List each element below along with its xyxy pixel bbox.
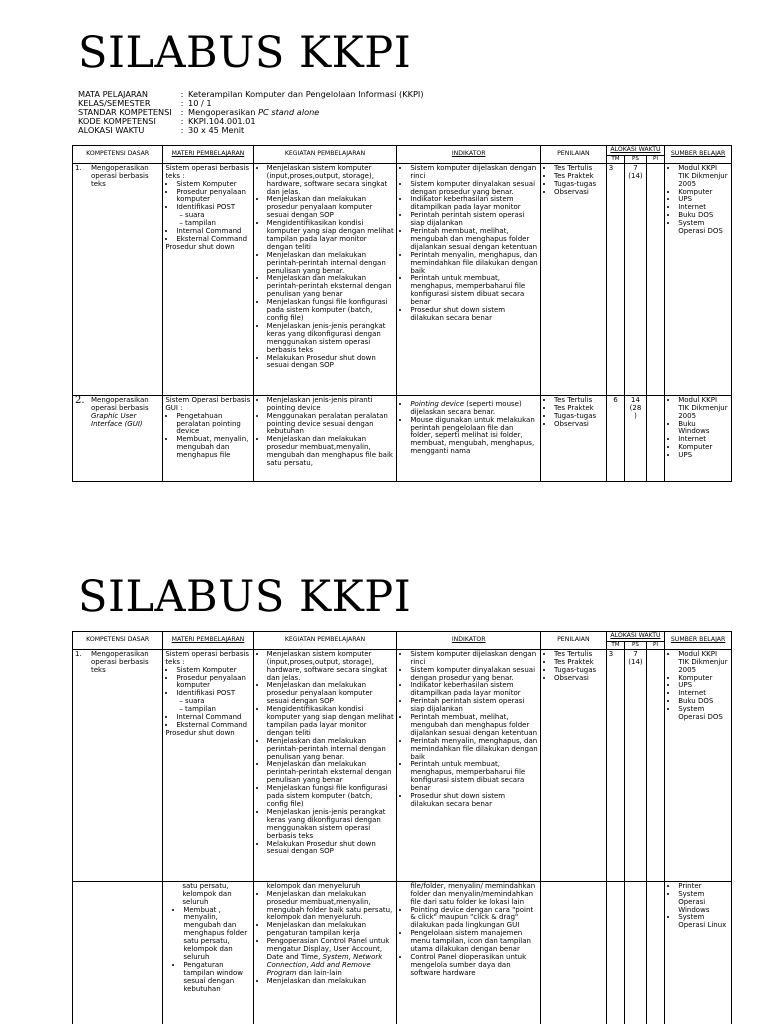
kegiatan-cell: • Menjelaskan sistem komputer (input,proses,output, storage), hardware, software secara singkat dan jelas. • Menjelaskan dan melakukan prosedur penyalaan komputer sesuai dengan SOP • Mengidentifikasikan kondisi komputer yang siap dengan melihat tampilan pada layar monitor dengan teliti • Menjelaskan dan melakukan perintah-perintah internal dengan penulisan yang benar. • Menjelaskan dan melakukan perintah-perintah eksternal dengan penulisan yang benar • Menjelaskan fungsi file konfigurasi pada sistem komputer (batch, config file) • Menjelaskan jenis-jenis perangkat keras yang dikonfigurasi dengan menggunakan sistem operasi berbasis teks • Melakukan Prosedur shut down sesuai dengan SOP xyxy=(253,163,397,395)
syllabus-table-2 xyxy=(72,631,734,1024)
meta-key: MATA PELAJARAN xyxy=(78,89,149,99)
tm-cell: 3 xyxy=(606,163,624,395)
ps-cell: 7 (14) xyxy=(625,649,647,881)
col-pi: PI xyxy=(646,641,664,649)
indikator-cell: • Sistem komputer dijelaskan dengan rinci • Sistem komputer dinyalakan sesuai dengan prosedur yang benar. • Indikator keberhasilan sistem ditampilkan pada layar monitor • Perintah perintah sistem operasi siap dijalankan • Perintah membuat, melihat, mengubah dan menghapus folder dijalankan sesuai dengan ketentuan • Perintah menyalin, menghapus, dan memindahkan file dilakukan dengan baik • Perintah untuk membuat, menghapus, memperbaharui file konfigurasi sistem dibuat secara benar • Prosedur shut down sistem dilakukan secara benar xyxy=(397,649,541,881)
meta-key: STANDAR KOMPETENSI xyxy=(78,106,172,117)
penilaian-cell: • Tes Tertulis • Tes Praktek • Tugas-tugas • Observasi xyxy=(541,649,607,881)
sumber-cell: • Modul KKPI TIK Dikmenjur 2005 • Komputer • UPS • Internet • Buku DOS • System Operasi DOS xyxy=(665,649,732,881)
table-row: 1. Mengoperasikan operasi berbasis teks Sistem operasi berbasis teks : • Sistem Komputer • Prosedur penyalaan komputer • Identifikasi POST – suara – tampilan • Internal Command • Eksternal Command Prosedur shut down • Menjelaskan sistem komputer (input,proses,output, storage), hardware, software secara singkat dan jelas. • Menjelaskan dan melakukan prosedur penyalaan komputer sesuai dengan SOP • Mengidentifikasikan kondisi komputer yang siap dengan melihat tampilan pada layar monitor dengan teliti • Menjelaskan dan melakukan perintah-perintah internal dengan penulisan yang benar. • Menjelaskan dan melakukan perintah-perintah eksternal dengan penulisan yang benar • Menjelaskan fungsi file konfigurasi pada sistem komputer (batch, config file) • Menjelaskan jenis-jenis perangkat keras yang dikonfigurasi dengan menggunakan sistem operasi berbasis teks • Melakukan Prosedur shut down sesuai dengan SOP • Sistem komputer dijelaskan dengan rinci • Sistem komputer dinyalakan sesuai dengan prosedur yang benar. • Indikator keberhasilan sistem ditampilkan pada layar monitor • Perintah perintah sistem operasi siap dijalankan • Perintah membuat, melihat, mengubah dan menghapus folder dijalankan sesuai dengan ketentuan • Perintah menyalin, menghapus, dan memindahkan file dilakukan dengan baik • Perintah untuk membuat, menghapus, memperbaharui file konfigurasi sistem dibuat secara benar • Prosedur shut down sistem dilakukan secara benar • Tes Tertulis • Tes Praktek • Tugas-tugas • Observasi 3 7 (14) • Modul KKPI TIK Dikmenjur 2005 • Komputer • UPS • Internet • Buku DOS • System Operasi DOS xyxy=(73,649,732,881)
col-penilaian: PENILAIAN xyxy=(541,632,607,650)
meta-value: Keterampilan Komputer dan Pengelolaan Informasi (KKPI) xyxy=(188,89,424,99)
col-kegiatan: KEGIATAN PEMBELAJARAN xyxy=(253,632,397,650)
meta-key: KELAS/SEMESTER xyxy=(78,97,151,108)
col-materi: MATERI PEMBELAJARAN xyxy=(163,146,253,164)
col-alokasi: ALOKASI WAKTU xyxy=(606,632,665,642)
col-ps: PS xyxy=(625,641,647,649)
kegiatan-cell: kelompok dan menyeluruh • Menjelaskan dan melakukan prosedur membuat,menyalin, mengubah folder baik satu persatu, kelompok dan menyeluruh. • Menjelaskan dan melakukan pengaturan tampilan kerja • Pengoperasian Control Panel untuk mengatur Display, User Account, Date and Time, System, Network Connection, Add and Remove Program dan lain-lain • Menjelaskan dan melakukan xyxy=(253,881,397,1024)
indikator-cell: • Sistem komputer dijelaskan dengan rinci • Sistem komputer dinyalakan sesuai dengan prosedur yang benar. • Indikator keberhasilan sistem ditampilkan pada layar monitor • Perintah perintah sistem operasi siap dijalankan • Perintah membuat, melihat, mengubah dan menghapus folder dijalankan sesuai dengan ketentuan • Perintah menyalin, menghapus, dan memindahkan file dilakukan dengan baik • Perintah untuk membuat, menghapus, memperbaharui file konfigurasi sistem dibuat secara benar • Prosedur shut down sistem dilakukan secara benar xyxy=(397,163,541,395)
ps-cell: 14 (28 ) xyxy=(625,395,647,481)
kegiatan-cell: • Menjelaskan jenis-jenis piranti pointing device • Menggunakan peralatan peralatan pointing device sesuai dengan kebutuhan • Menjelaskan dan melakukan prosedur membuat,menyalin, mengubah dan menghapus file baik satu persatu, xyxy=(253,395,397,481)
col-ps: PS xyxy=(625,155,647,163)
page-title: SILABUS KKPI xyxy=(78,572,412,622)
col-sumber: SUMBER BELAJAR xyxy=(665,632,732,650)
course-meta: MATA PELAJARAN : Keterampilan Komputer dan Pengelolaan Informasi (KKPI) KELAS/SEMESTER : 10 / 1 STANDAR KOMPETENSI : Mengoperasikan PC stand alone KODE KOMPETENSI : KKPI.104.001.01 ALOKASI WAKTU : 30 x 45 Menit xyxy=(78,89,424,135)
meta-value: KKPI.104.001.01 xyxy=(188,115,256,126)
tm-cell: 3 xyxy=(606,649,624,881)
col-pi: PI xyxy=(646,155,664,163)
meta-key: ALOKASI WAKTU xyxy=(78,124,145,135)
table-row xyxy=(73,881,732,1024)
pi-cell xyxy=(646,163,664,395)
indikator-cell: • Pointing device (seperti mouse) dijelaskan secara benar. • Mouse digunakan untuk melakukan perintah pengelolaan file dan folder, seperti melihat isi folder, membuat, mengubah, menghapus, mengganti nama xyxy=(397,395,541,481)
col-indikator: INDIKATOR xyxy=(397,632,541,650)
pi-cell xyxy=(646,395,664,481)
kompetensi-text: Mengoperasikan operasi berbasis teks xyxy=(91,649,149,674)
ps-cell xyxy=(625,881,647,1024)
col-kompetensi: KOMPETENSI DASAR xyxy=(73,632,163,650)
materi-cell: Sistem operasi berbasis teks : • Sistem Komputer • Prosedur penyalaan komputer • Identifikasi POST – suara – tampilan • Internal Command • Eksternal Command Prosedur shut down xyxy=(163,163,253,395)
table-row: 2. Mengoperasikan operasi berbasis Graphic User Interface (GUI) Sistem Operasi berbasis GUI : • Pengetahuan peralatan pointing device • Membuat, menyalin, mengubah dan menghapus file • Menjelaskan jenis-jenis piranti pointing device • Menggunakan peralatan peralatan pointing device sesuai dengan kebutuhan • Menjelaskan dan melakukan prosedur membuat,menyalin, mengubah dan menghapus file baik satu persatu, • Pointing device (seperti mouse) dijelaskan secara benar. • Mouse digunakan untuk melakukan perintah pengelolaan file dan folder, seperti melihat isi folder, membuat, mengubah, menghapus, mengganti nama • Tes Tertulis • Tes Praktek • Tugas-tugas • Observasi 6 14 (28 ) • Modul KKPI TIK Dikmenjur 2005 • Buku Windows • Internet • Komputer • UPS xyxy=(73,395,732,481)
sumber-cell: • Printer • System Operasi Windows • System Operasi Linux xyxy=(665,881,732,1024)
meta-value: 10 / 1 xyxy=(188,97,212,108)
kompetensi-cell xyxy=(73,881,163,1024)
col-penilaian: PENILAIAN xyxy=(541,146,607,164)
kegiatan-cell: • Menjelaskan sistem komputer (input,proses,output, storage), hardware, software secara singkat dan jelas. • Menjelaskan dan melakukan prosedur penyalaan komputer sesuai dengan SOP • Mengidentifikasikan kondisi komputer yang siap dengan melihat tampilan pada layar monitor dengan teliti • Menjelaskan dan melakukan perintah-perintah internal dengan penulisan yang benar. • Menjelaskan dan melakukan perintah-perintah eksternal dengan penulisan yang benar • Menjelaskan fungsi file konfigurasi pada sistem komputer (batch, config file) • Menjelaskan jenis-jenis perangkat keras yang dikonfigurasi dengan menggunakan sistem operasi berbasis teks • Melakukan Prosedur shut down sesuai dengan SOP xyxy=(253,649,397,881)
kompetensi-text: Mengoperasikan operasi berbasis teks xyxy=(91,163,149,188)
tm-cell: 6 xyxy=(606,395,624,481)
col-tm: TM xyxy=(606,641,624,649)
penilaian-cell xyxy=(541,881,607,1024)
tm-cell xyxy=(606,881,624,1024)
meta-key: KODE KOMPETENSI xyxy=(78,115,156,126)
materi-cell: Sistem Operasi berbasis GUI : • Pengetahuan peralatan pointing device • Membuat, menyalin, mengubah dan menghapus file xyxy=(163,395,253,481)
sumber-cell: • Modul KKPI TIK Dikmenjur 2005 • Buku Windows • Internet • Komputer • UPS xyxy=(665,395,732,481)
col-indikator: INDIKATOR xyxy=(397,146,541,164)
col-tm: TM xyxy=(606,155,624,163)
materi-cell: satu persatu, kelompok dan seluruh • Membuat , menyalin, mengubah dan menghapus folder satu persatu, kelompok dan seluruh • Pengaturan tampilan window sesuai dengan kebutuhan xyxy=(163,881,253,1024)
meta-value: Mengoperasikan PC stand alone xyxy=(188,106,320,117)
page-title: SILABUS KKPI xyxy=(78,28,412,78)
ps-cell: 7 (14) xyxy=(625,163,647,395)
sumber-cell: • Modul KKPI TIK Dikmenjur 2005 • Komputer • UPS • Internet • Buku DOS • System Operasi DOS xyxy=(665,163,732,395)
col-kegiatan: KEGIATAN PEMBELAJARAN xyxy=(253,146,397,164)
indikator-cell: file/folder, menyalin/ memindahkan folder dan menyalin/memindahkan file dari satu folder ke lokasi lain • Pointing device dengan cara "point & click" maupun "click & drag" dilakukan pada lingkungan GUI • Pengelolaan sistem manajemen menu tampilan, icon dan tampilan utama dilakukan dengan benar • Control Panel dioperasikan untuk mengelola sumber daya dan software hardware xyxy=(397,881,541,1024)
col-kompetensi: KOMPETENSI DASAR xyxy=(73,146,163,164)
materi-cell: Sistem operasi berbasis teks : • Sistem Komputer • Prosedur penyalaan komputer • Identifikasi POST – suara – tampilan • Internal Command • Eksternal Command Prosedur shut down xyxy=(163,649,253,881)
pi-cell xyxy=(646,649,664,881)
col-sumber: SUMBER BELAJAR xyxy=(665,146,732,164)
meta-value: 30 x 45 Menit xyxy=(188,124,245,135)
col-alokasi: ALOKASI WAKTU xyxy=(606,146,665,156)
kompetensi-text: Mengoperasikan operasi berbasis Graphic User Interface (GUI) xyxy=(91,395,149,428)
penilaian-cell: • Tes Tertulis • Tes Praktek • Tugas-tugas • Observasi xyxy=(541,163,607,395)
col-materi: MATERI PEMBELAJARAN xyxy=(163,632,253,650)
table-row: 1. Mengoperasikan operasi berbasis teks Sistem operasi berbasis teks : • Sistem Komputer • Prosedur penyalaan komputer • Identifikasi POST – suara – tampilan • Internal Command • Eksternal Command Prosedur shut down • Menjelaskan sistem komputer (input,proses,output, storage), hardware, software secara singkat dan jelas. • Menjelaskan dan melakukan prosedur penyalaan komputer sesuai dengan SOP • Mengidentifikasikan kondisi komputer yang siap dengan melihat tampilan pada layar monitor dengan teliti • Menjelaskan dan melakukan perintah-perintah internal dengan penulisan yang benar. • Menjelaskan dan melakukan perintah-perintah eksternal dengan penulisan yang benar • Menjelaskan fungsi file konfigurasi pada sistem komputer (batch, config file) • Menjelaskan jenis-jenis perangkat keras yang dikonfigurasi dengan menggunakan sistem operasi berbasis teks • Melakukan Prosedur shut down sesuai dengan SOP • Sistem komputer dijelaskan dengan rinci • Sistem komputer dinyalakan sesuai dengan prosedur yang benar. • Indikator keberhasilan sistem ditampilkan pada layar monitor • Perintah perintah sistem operasi siap dijalankan • Perintah membuat, melihat, mengubah dan menghapus folder dijalankan sesuai dengan ketentuan • Perintah menyalin, menghapus, dan memindahkan file dilakukan dengan baik • Perintah untuk membuat, menghapus, memperbaharui file konfigurasi sistem dibuat secara benar • Prosedur shut down sistem dilakukan secara benar • Tes Tertulis • Tes Praktek • Tugas-tugas • Observasi 3 7 (14) • Modul KKPI TIK Dikmenjur 2005 • Komputer • UPS • Internet • Buku DOS • System Operasi DOS xyxy=(73,163,732,395)
penilaian-cell: • Tes Tertulis • Tes Praktek • Tugas-tugas • Observasi xyxy=(541,395,607,481)
pi-cell xyxy=(646,881,664,1024)
syllabus-table-1 xyxy=(72,145,734,491)
